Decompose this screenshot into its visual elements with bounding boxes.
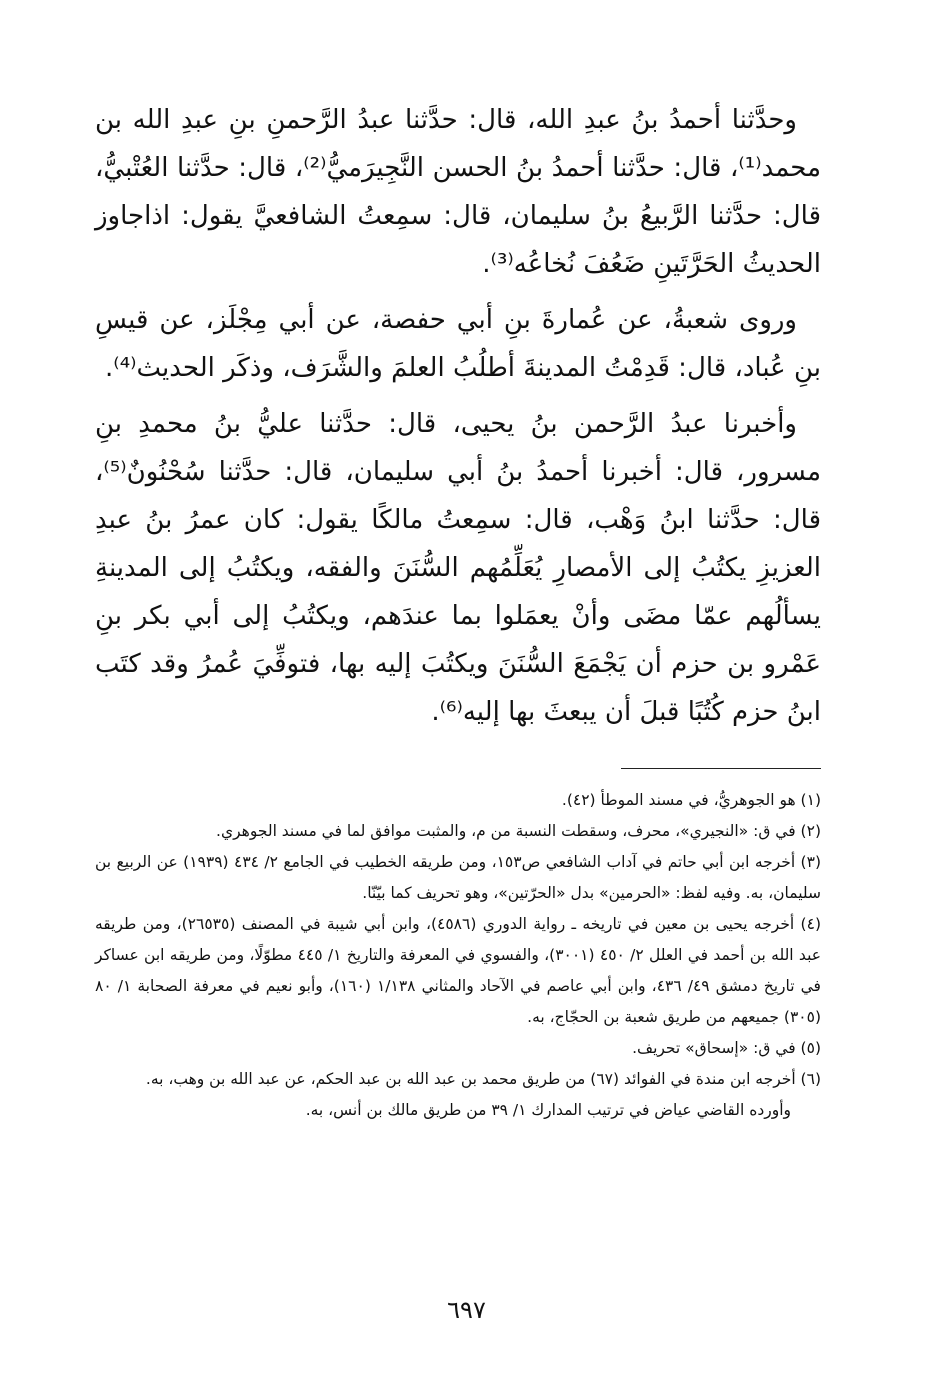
page-number: ٦٩٧ <box>447 1296 486 1324</box>
footnote: (٣) أخرجه ابن أبي حاتم في آداب الشافعي ص١٥٣، ومن طريقه الخطيب في الجامع ٢/ ٤٣٤ (١٩٣٩) عن الربيع بن سليمان، به. وفيه لفظ: «الحرمين» بدل «الحرّتين»، وهو تحريف كما بيّنّا. <box>95 853 821 902</box>
footnote: (٦) أخرجه ابن مندة في الفوائد (٦٧) من طريق محمد بن عبد الله بن عبد الحكم، عن عبد الله بن وهب، به. <box>145 1070 821 1088</box>
main-text <box>95 96 821 736</box>
footnotes <box>95 785 821 1126</box>
paragraph: وحدَّثنا أحمدُ بنُ عبدِ الله، قال: حدَّثنا عبدُ الرَّحمنِ بنِ عبدِ الله بن محمد⁽¹⁾، قال: حدَّثنا أحمدُ بنُ الحسن النَّجِيرَميُّ⁽²⁾، قال: حدَّثنا العُتْبيُّ، قال: حدَّثنا الرَّبيعُ بنُ سليمان، قال: سمِعتُ الشافعيَّ يقول: اذاجاوز الحديثُ الحَرَّتَينِ ضَعُفَ نُخاعُه⁽³⁾. <box>95 105 821 279</box>
footnote-continuation: وأورده القاضي عياض في ترتيب المدارك ١/ ٣٩ من طريق مالك بن أنس، به. <box>305 1101 791 1119</box>
footnote-separator <box>621 768 821 769</box>
footnote: (٢) في ق: «النجيري»، محرف، وسقطت النسبة من م، والمثبت موافق لما في مسند الجوهري. <box>216 822 821 840</box>
footnote: (٥) في ق: «إسحاق» تحريف. <box>632 1039 821 1057</box>
footnote: (١) هو الجوهريُّ، في مسند الموطأ (٤٢). <box>561 791 821 809</box>
footnote: (٤) أخرجه يحيى بن معين في تاريخه ـ رواية الدوري (٤٥٨٦)، وابن أبي شيبة في المصنف (٢٦٥٣٥)، ومن طريقه عبد الله بن أحمد في العلل ٢/ ٤٥٠ (٣٠٠١)، والفسوي في المعرفة والتاريخ ١/ ٤٤٥ مطوّلًا، ومن طريقه ابن عساكر في تاريخ دمشق ٤٩/ ٤٣٦، وابن أبي عاصم في الآحاد والمثاني ١/١٣٨ (١٦٠)، وأبو نعيم في معرفة الصحابة ١/ ٨٠ (٣٠٥) جميعهم من طريق شعبة بن الحجّاج، به. <box>95 915 821 1026</box>
paragraph: وأخبرنا عبدُ الرَّحمن بنُ يحيى، قال: حدَّثنا عليُّ بنُ محمدِ بنِ مسرور، قال: أخبرنا أحمدُ بنُ أبي سليمان، قال: حدَّثنا سُحْنُونٌ⁽⁵⁾، قال: حدَّثنا ابنُ وَهْب، قال: سمِعتُ مالكًا يقول: كان عمرُ بنُ عبدِ العزيزِ يكتُبُ إلى الأمصارِ يُعَلِّمُهم السُّنَنَ والفقه، ويكتُبُ إلى المدينةِ يسألُهم عمّا مضَى وأنْ يعمَلوا بما عندَهم، ويكتُبُ إلى أبي بكر بنِ عَمْرو بن حزم أن يَجْمَعَ السُّنَنَ ويكتُبَ إليه بها، فتوفِّيَ عُمرُ وقد كتَب ابنُ حزم كُتُبًا قبلَ أن يبعثَ بها إليه⁽⁶⁾. <box>95 409 821 727</box>
paragraph: وروى شعبةُ، عن عُمارةَ بنِ أبي حفصة، عن أبي مِجْلَز، عن قيسِ بنِ عُباد، قال: قَدِمْتُ المدينةَ أطلُبُ العلمَ والشَّرَف، وذكَر الحديث⁽⁴⁾. <box>95 305 821 383</box>
